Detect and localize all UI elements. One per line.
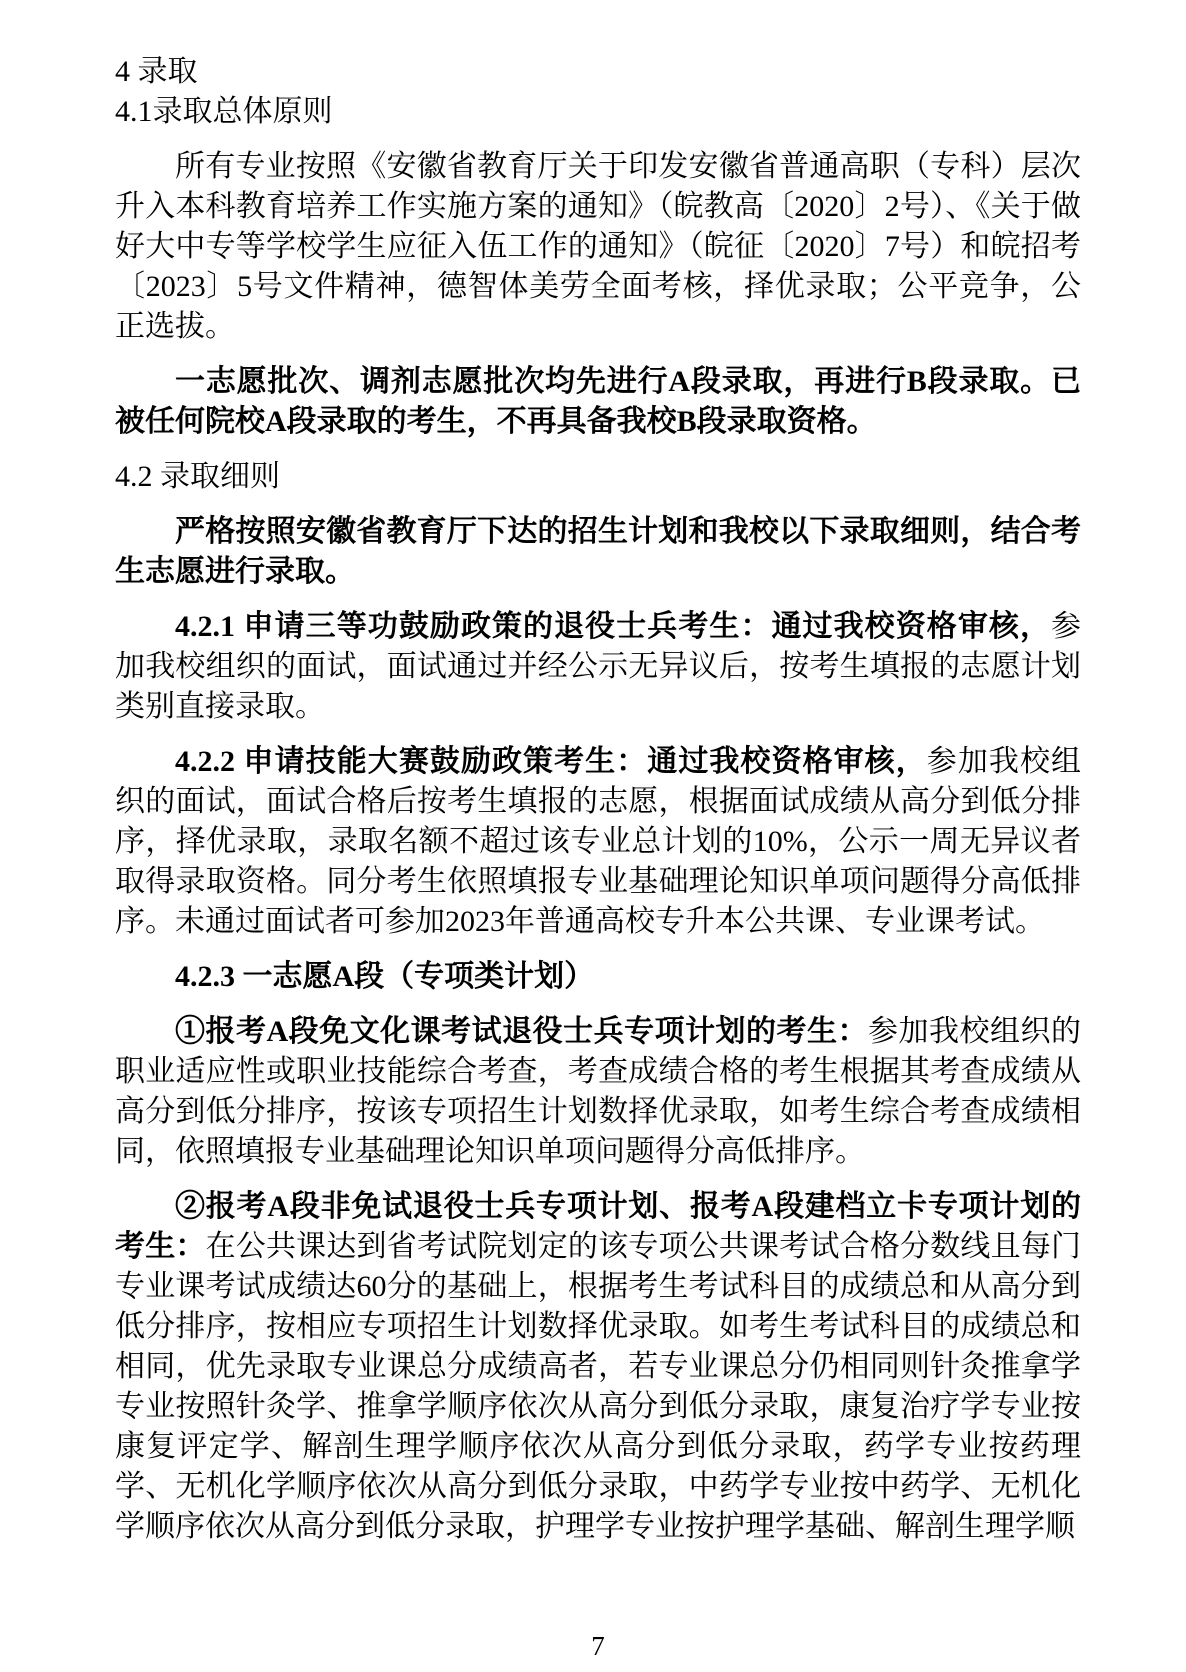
paragraph-overall-principle-text: 所有专业按照《安徽省教育厅关于印发安徽省普通高职（专科）层次升入本科教育培养工作实施方案的通知》（皖教高〔2020〕2号）、《关于做好大中专等学校学生应征入伍工作的通知》（皖征〔2020〕7号）和皖招考〔2023〕5号文件精神，德智体美劳全面考核，择优录取；公平竞争，公正选拔。 <box>115 150 1081 343</box>
paragraph-batch-order <box>115 362 1081 442</box>
document-body <box>115 52 1081 1562</box>
paragraph-4-2-2-body: 参加我校组织的面试，面试合格后按考生填报的志愿，根据面试成绩从高分到低分排序，择优录取，录取名额不超过该专业总计划的10%，公示一周无异议者取得录取资格。同分考生依照填报专业基础理论知识单项问题得分高低排序。未通过面试者可参加2023年普通高校专升本公共课、专业课考试。 <box>115 745 1082 938</box>
section-heading-4-2-3-text: 4.2.3 一志愿A段（专项类计划） <box>175 960 595 993</box>
paragraph-overall-principle <box>115 147 1081 347</box>
section-heading-4 <box>115 52 1081 92</box>
section-heading-4-2 <box>115 457 1081 497</box>
paragraph-item-1-lead: ①报考A段免文化课考试退役士兵专项计划的考生： <box>175 1015 869 1048</box>
paragraph-strict-plan <box>115 512 1081 592</box>
paragraph-item-2-lead: ②报考A段非免试退役士兵专项计划、报考A段建档立卡专项计划的考生： <box>115 1190 1081 1263</box>
paragraph-4-2-2 <box>115 742 1081 942</box>
section-heading-4-2-3 <box>115 957 1081 997</box>
paragraph-batch-order-text: 一志愿批次、调剂志愿批次均先进行A段录取，再进行B段录取。已被任何院校A段录取的考生，不再具备我校B段录取资格。 <box>115 365 1081 438</box>
paragraph-4-2-2-lead: 4.2.2 申请技能大赛鼓励政策考生：通过我校资格审核， <box>175 745 927 778</box>
section-heading-4-1 <box>115 92 1081 132</box>
paragraph-item-2 <box>115 1187 1081 1547</box>
paragraph-4-2-1-body: 参加我校组织的面试，面试通过并经公示无异议后，按考生填报的志愿计划类别直接录取。 <box>115 610 1081 723</box>
paragraph-4-2-1 <box>115 607 1081 727</box>
page-number <box>115 1630 1081 1662</box>
page-number-text: 7 <box>591 1631 605 1661</box>
section-heading-4-2-text: 4.2 录取细则 <box>115 460 280 493</box>
paragraph-item-1-body: 参加我校组织的职业适应性或职业技能综合考查，考查成绩合格的考生根据其考查成绩从高分到低分排序，按该专项招生计划数择优录取，如考生综合考查成绩相同，依照填报专业基础理论知识单项问题得分高低排序。 <box>115 1015 1081 1168</box>
paragraph-item-1 <box>115 1012 1081 1172</box>
paragraph-strict-plan-text: 严格按照安徽省教育厅下达的招生计划和我校以下录取细则，结合考生志愿进行录取。 <box>115 515 1081 588</box>
section-heading-4-text: 4 录取 <box>115 55 198 88</box>
paragraph-4-2-1-lead: 4.2.1 申请三等功鼓励政策的退役士兵考生：通过我校资格审核， <box>175 610 1051 643</box>
paragraph-item-2-body: 在公共课达到省考试院划定的该专项公共课考试合格分数线且每门专业课考试成绩达60分的基础上，根据考生考试科目的成绩总和从高分到低分排序，按相应专项招生计划数择优录取。如考生考试科目的成绩总和相同，优先录取专业课总分成绩高者，若专业课总分仍相同则针灸推拿学专业按照针灸学、推拿学顺序依次从高分到低分录取，康复治疗学专业按康复评定学、解剖生理学顺序依次从高分到低分录取，药学专业按药理学、无机化学顺序依次从高分到低分录取，中药学专业按中药学、无机化学顺序依次从高分到低分录取，护理学专业按护理学基础、解剖生理学顺 <box>115 1230 1082 1543</box>
section-heading-4-1-text: 4.1录取总体原则 <box>115 95 333 128</box>
